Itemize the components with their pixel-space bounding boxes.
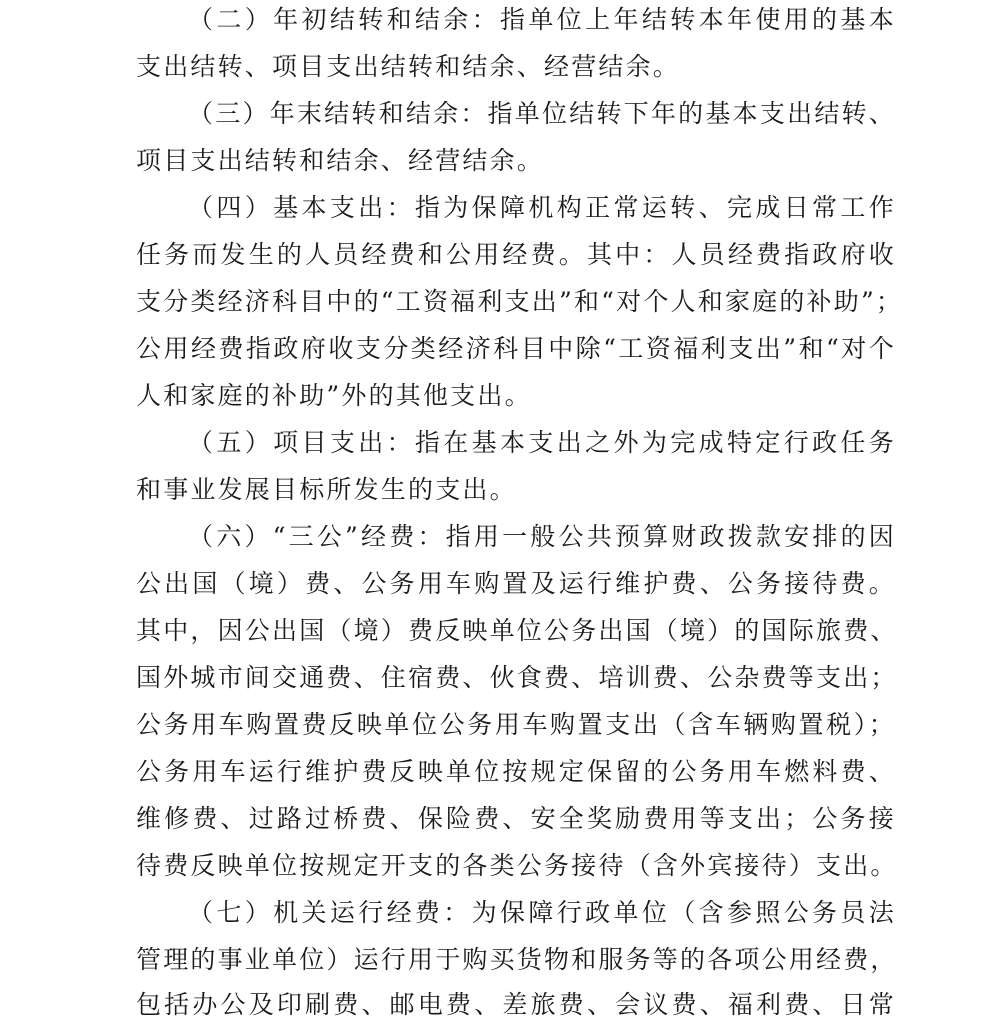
text-line-3: （三）年末结转和结余：指单位结转下年的基本支出结转、 xyxy=(188,99,896,128)
text-line-4: 项目支出结转和结余、经营结余。 xyxy=(136,146,545,175)
text-line-7: 支分类经济科目中的“工资福利支出”和“对个人和家庭的补助”； xyxy=(136,287,904,316)
text-line-13: 公出国（境）费、公务用车购置及运行维护费、公务接待费。 xyxy=(136,569,896,598)
text-line-19: 待费反映单位按规定开支的各类公务接待（含外宾接待）支出。 xyxy=(136,851,898,880)
text-line-11: 和事业发展目标所发生的支出。 xyxy=(136,475,517,504)
text-line-12: （六）“三公”经费：指用一般公共预算财政拨款安排的因 xyxy=(188,522,896,551)
text-line-14: 其中，因公出国（境）费反映单位公务出国（境）的国际旅费、 xyxy=(136,616,898,645)
text-line-6: 任务而发生的人员经费和公用经费。其中：人员经费指政府收 xyxy=(136,240,896,269)
text-line-21: 管理的事业单位）运行用于购买货物和服务等的各项公用经费， xyxy=(136,945,898,974)
text-line-16: 公务用车购置费反映单位公务用车购置支出（含车辆购置税）； xyxy=(136,710,896,739)
text-line-15: 国外城市间交通费、住宿费、伙食费、培训费、公杂费等支出； xyxy=(136,663,898,692)
text-line-9: 人和家庭的补助”外的其他支出。 xyxy=(136,381,532,410)
text-line-8: 公用经费指政府收支分类经济科目中除“工资福利支出”和“对个 xyxy=(136,334,896,363)
text-line-2: 支出结转、项目支出结转和结余、经营结余。 xyxy=(136,52,681,81)
text-line-20: （七）机关运行经费：为保障行政单位（含参照公务员法 xyxy=(188,898,896,927)
text-line-5: （四）基本支出：指为保障机构正常运转、完成日常工作 xyxy=(188,193,896,222)
text-line-17: 公务用车运行维护费反映单位按规定保留的公务用车燃料费、 xyxy=(136,757,896,786)
text-line-22: 包括办公及印刷费、邮电费、差旅费、会议费、福利费、日常 xyxy=(136,990,896,1019)
text-line-1: （二）年初结转和结余：指单位上年结转本年使用的基本 xyxy=(188,5,896,34)
text-line-18: 维修费、过路过桥费、保险费、安全奖励费用等支出；公务接 xyxy=(136,804,896,833)
text-line-10: （五）项目支出：指在基本支出之外为完成特定行政任务 xyxy=(188,428,896,457)
